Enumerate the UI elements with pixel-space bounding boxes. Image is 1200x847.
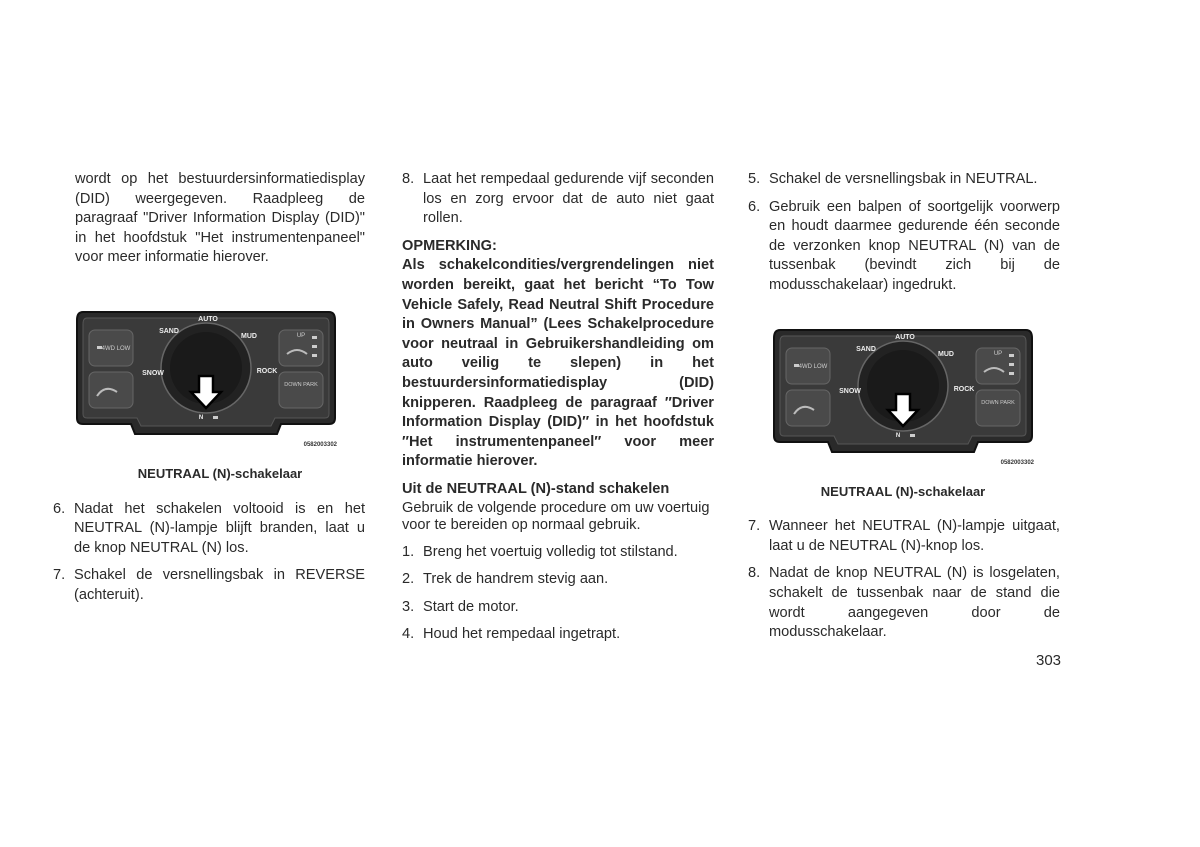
- list-item: 6. Nadat het schakelen voltooid is en het NEUTRAL (N)-lampje blijft branden, laat u de knop NEUTRAL (N) los.: [53, 500, 365, 556]
- list-item: 5. Schakel de versnellingsbak in NEUTRAL.: [748, 171, 1038, 187]
- list-item: 8. Laat het rempedaal gedurende vijf seconden los en zorg ervoor dat de auto niet gaat rollen.: [402, 171, 714, 227]
- column-3: [748, 170, 1060, 651]
- down-park-label: DOWN PARK: [284, 381, 318, 388]
- rock-label: ROCK: [953, 385, 975, 393]
- note-body: Als schakelcondities/vergrendelingen niet worden bereikt, gaat het bericht “To Tow Vehicle Safely, Read Neutral Shift Procedure in Owners Manual” (Lees Schakelprocedure voor neutraal in Gebruikershandleiding om auto veilig te slepen) in het bestuurdersinformatiedisplay (DID) knipperen. Raadpleeg de paragraaf ″Driver Information Display (DID)″ in het hoofdstuk ″Het instrumentenpaneel″ voor meer informatie hierover.: [402, 257, 714, 470]
- figure-code: 0582003302: [303, 442, 337, 449]
- neutral-switch-figure: [75, 306, 337, 456]
- neutral-switch-figure: [772, 324, 1034, 474]
- 4wd-low-label: 4WD LOW: [101, 345, 131, 352]
- figure-caption: NEUTRAAL (N)-schakelaar: [137, 465, 303, 481]
- column-2: [402, 170, 714, 653]
- list-item: 4. Houd het rempedaal ingetrapt.: [402, 626, 621, 643]
- sand-label: SAND: [856, 345, 876, 353]
- note-title: OPMERKING:: [402, 237, 497, 254]
- section-intro: Gebruik de volgende procedure om uw voertuig voor te bereiden op normaal gebruik.: [402, 499, 710, 533]
- rock-label: ROCK: [256, 367, 278, 375]
- auto-label: AUTO: [895, 333, 915, 341]
- mud-label: MUD: [241, 332, 257, 340]
- terrain-switch-illustration: [772, 324, 1034, 464]
- list-item: 2. Trek de handrem stevig aan.: [402, 571, 609, 588]
- up-label: UP: [993, 350, 1003, 357]
- neutral-label: N: [198, 414, 204, 421]
- up-label: UP: [296, 332, 306, 339]
- intro-paragraph: wordt op het bestuurdersinformatiedisplay (DID) weergegeven. Raadpleeg de paragraaf "Driver Information Display (DID)" in het hoofdstuk "Het instrumentenpaneel" voor meer informatie hierover.: [75, 171, 365, 266]
- list-item: 7. Wanneer het NEUTRAL (N)-lampje uitgaat, laat u de NEUTRAL (N)-knop los.: [748, 518, 1060, 554]
- list-item: 7. Schakel de versnellingsbak in REVERSE (achteruit).: [53, 567, 365, 603]
- terrain-switch-illustration: [75, 306, 337, 446]
- section-heading: Uit de NEUTRAAL (N)-stand schakelen: [402, 480, 670, 497]
- figure-caption: NEUTRAAL (N)-schakelaar: [820, 483, 986, 499]
- column-1: [53, 170, 365, 614]
- figure-code: 0582003302: [1000, 459, 1034, 466]
- list-item: 1. Breng het voertuig volledig tot stilstand.: [402, 543, 678, 560]
- 4wd-low-label: 4WD LOW: [798, 363, 828, 370]
- list-item: 8. Nadat de knop NEUTRAL (N) is losgelaten, schakelt de tussenbak naar de stand die wordt aangegeven door de modusschakelaar.: [748, 565, 1060, 641]
- sand-label: SAND: [159, 327, 179, 335]
- neutral-label: N: [895, 432, 901, 439]
- snow-label: SNOW: [839, 387, 861, 395]
- auto-label: AUTO: [198, 315, 218, 323]
- snow-label: SNOW: [142, 369, 164, 377]
- down-park-label: DOWN PARK: [981, 399, 1015, 406]
- list-item: 3. Start de motor.: [402, 598, 519, 615]
- page-number: 303: [1036, 652, 1062, 669]
- list-item: 6. Gebruik een balpen of soortgelijk voorwerp en houdt daarmee gedurende één seconde de verzonken knop NEUTRAL (N) van de tussenbak (bevindt zich bij de modusschakelaar) ingedrukt.: [748, 198, 1060, 293]
- mud-label: MUD: [938, 350, 954, 358]
